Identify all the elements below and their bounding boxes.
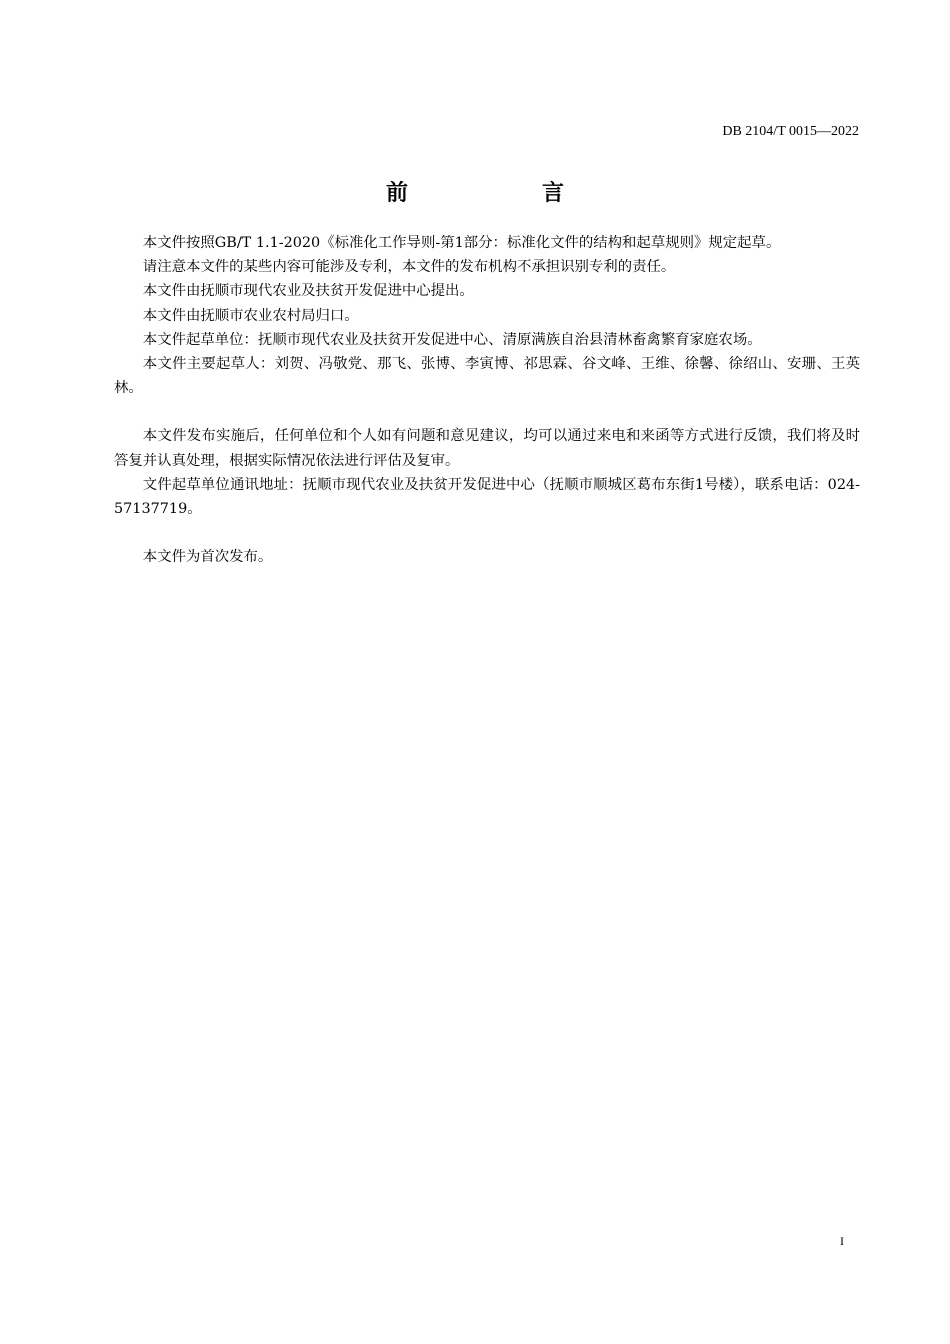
paragraph-proposer: 本文件由抚顺市现代农业及扶贫开发促进中心提出。 (142, 283, 474, 300)
page-title: 前 言 (385, 181, 620, 206)
paragraph-patent-notice: 请注意本文件的某些内容可能涉及专利，本文件的发布机构不承担识别专利的责任。 (142, 259, 676, 276)
paragraph-first-release: 本文件为首次发布。 (142, 549, 273, 566)
doc-code: DB 2104/T 0015—2022 (722, 124, 859, 139)
document-body (114, 231, 860, 569)
paragraph-feedback: 本文件发布实施后，任何单位和个人如有问题和意见建议，均可以通过来电和来函等方式进行反馈，我们将及时答复并认真处理，根据实际情况依法进行评估及复审。 (114, 428, 860, 469)
paragraph-contact: 文件起草单位通讯地址：抚顺市现代农业及扶贫开发促进中心（抚顺市顺城区葛布东街1号楼），联系电话：024-57137719。 (114, 476, 860, 518)
paragraph-drafting-units: 本文件起草单位：抚顺市现代农业及扶贫开发促进中心、清原满族自治县清林畜禽繁育家庭农场。 (142, 331, 762, 348)
paragraph-drafting-basis: 本文件按照GB/T 1.1-2020《标准化工作导则-第1部分：标准化文件的结构和起草规则》规定起草。 (142, 235, 781, 251)
paragraph-administrator: 本文件由抚顺市农业农村局归口。 (142, 307, 359, 324)
paragraph-drafters: 本文件主要起草人：刘贺、冯敬党、那飞、张博、李寅博、祁思霖、谷文峰、王维、徐馨、徐绍山、安珊、王英林。 (114, 356, 860, 397)
page-number: I (840, 1234, 844, 1248)
